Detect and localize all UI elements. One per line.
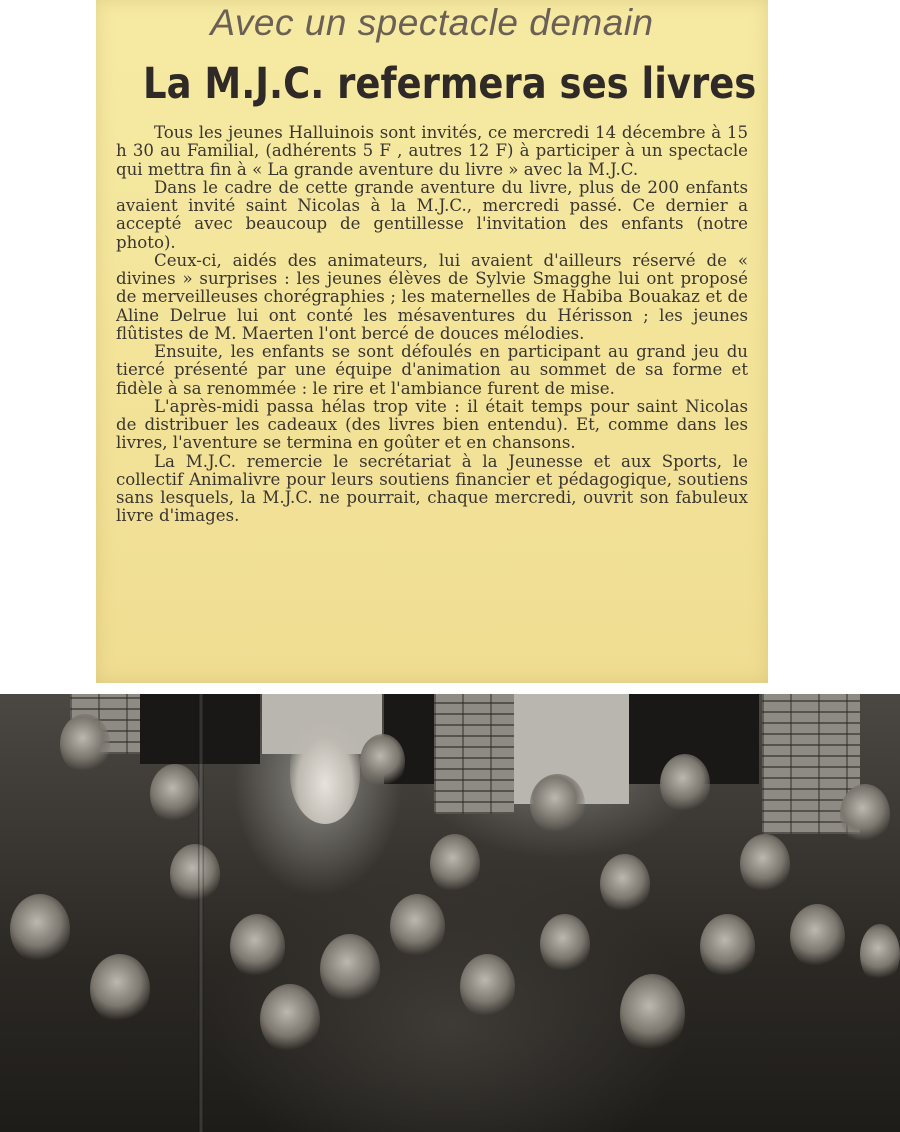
crowd-face — [430, 834, 480, 894]
crowd-face — [860, 924, 900, 984]
crowd-face — [390, 894, 445, 959]
article-paragraph: Ensuite, les enfants se sont défoulés en participant au grand jeu du tiercé présenté par une équipe d'animation au sommet de sa forme et fidèle à sa renommée : le rire et l'ambiance furent de mise. — [116, 342, 748, 398]
crowd-face — [360, 734, 405, 789]
crowd-face — [460, 954, 515, 1019]
crowd-face — [60, 714, 110, 774]
crowd-face — [260, 984, 320, 1054]
crowd-face — [790, 904, 845, 969]
crowd-face — [530, 774, 585, 834]
crowd-face — [540, 914, 590, 974]
article-paragraph: L'après-midi passa hélas trop vite : il était temps pour saint Nicolas de distribuer les cadeaux (des livres bien entendu). Et, comme dans les livres, l'aventure se termina en goûter et en chansons. — [116, 396, 748, 453]
crowd-face — [600, 854, 650, 914]
article-kicker: Avec un spectacle demain — [210, 2, 654, 43]
crowd-face — [170, 844, 220, 904]
crowd-face — [90, 954, 150, 1024]
crowd-face — [10, 894, 70, 964]
crowd-face — [320, 934, 380, 1004]
article-paragraph: Tous les jeunes Halluinois sont invités, ce mercredi 14 décembre à 15 h 30 au Familial, (adhérents 5 F , autres 12 F) à participer à un spectacle qui mettra fin à « La grande aventure du livre » avec la M.J.C. — [116, 123, 748, 179]
crowd-face — [740, 834, 790, 894]
crowd-face — [620, 974, 685, 1054]
crowd-face — [230, 914, 285, 979]
newspaper-clipping — [96, 0, 768, 683]
crowd-face — [700, 914, 755, 979]
crowd-face — [150, 764, 200, 824]
article-paragraph: Ceux-ci, aidés des animateurs, lui avaient d'ailleurs réservé de « divines » surprises : les jeunes élèves de Sylvie Smagghe lui ont proposé de merveilleuses chorégraphies ; les maternelles de Habiba Bouakaz et de Aline Delrue lui ont conté les mésaventures du Hérisson ; les jeunes flûtistes de M. Maerten l'ont bercé de douces mélodies. — [116, 250, 748, 343]
paper-fold-crease — [198, 694, 204, 1132]
brick-wall-center — [434, 694, 514, 814]
article-paragraph: La M.J.C. remercie le secrétariat à la Jeunesse et aux Sports, le collectif Animalivre pour leurs soutiens financier et pédagogique, soutiens sans lesquels, la M.J.C. ne pourrait, chaque mercredi, ouvrit son fabuleux livre d'images. — [116, 451, 748, 526]
saint-nicolas-figure — [290, 724, 360, 824]
article-body — [116, 124, 748, 526]
crowd-face — [840, 784, 890, 844]
group-photo — [0, 694, 900, 1132]
article-paragraph: Dans le cadre de cette grande aventure du livre, plus de 200 enfants avaient invité saint Nicolas à la M.J.C., mercredi passé. Ce dernier a accepté avec beaucoup de gentillesse l'invitation des enfants (notre photo). — [116, 177, 748, 252]
crowd-face — [660, 754, 710, 814]
article-headline: La M.J.C. refermera ses livres — [143, 59, 757, 109]
